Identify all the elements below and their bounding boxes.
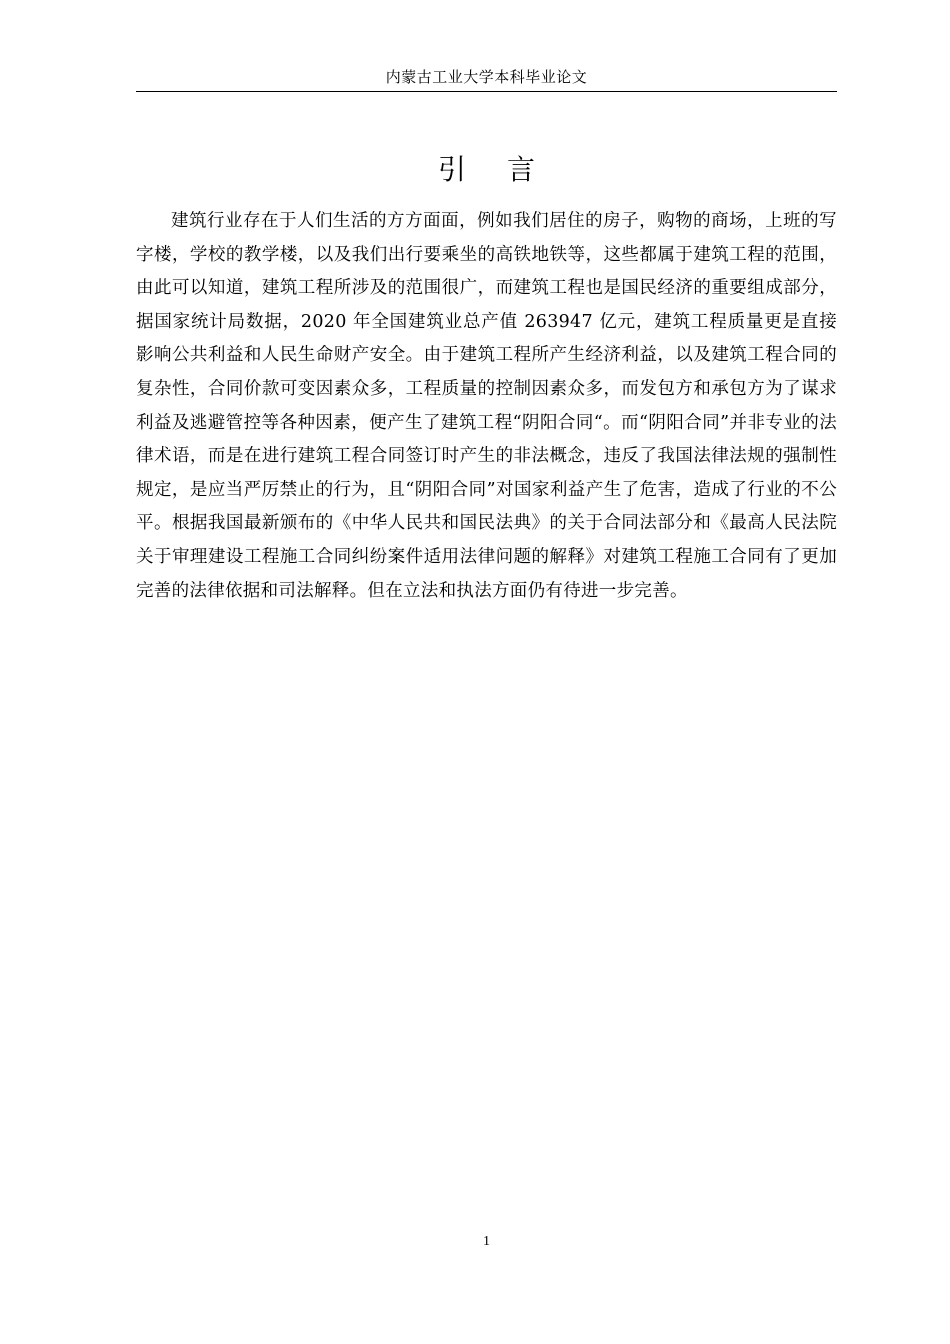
body-paragraph: 建筑行业存在于人们生活的方方面面，例如我们居住的房子，购物的商场，上班的写字楼，学校的教学楼，以及我们出行要乘坐的高铁地铁等，这些都属于建筑工程的范围，由此可以知道，建筑工程所涉及的范围很广，而建筑工程也是国民经济的重要组成部分，据国家统计局数据，2020 年全国建筑业总产值 263947 亿元，建筑工程质量更是直接影响公共利益和人民生命财产安全。由于建筑工程所产生经济利益，以及建筑工程合同的复杂性，合同价款可变因素众多，工程质量的控制因素众多，而发包方和承包方为了谋求利益及逃避管控等各种因素，便产生了建筑工程“阴阳合同“。而“阴阳合同”并非专业的法律术语，而是在进行建筑工程合同签订时产生的非法概念，违反了我国法律法规的强制性规定，是应当严厉禁止的行为，且“阴阳合同”对国家利益产生了危害，造成了行业的不公平。根据我国最新颁布的《中华人民共和国民法典》的关于合同法部分和《最高人民法院关于审理建设工程施工合同纠纷案件适用法律问题的解释》对建筑工程施工合同有了更加完善的法律依据和司法解释。但在立法和执法方面仍有待进一步完善。 [136,211,837,601]
section-title: 引 言 [438,153,551,186]
running-header: 内蒙古工业大学本科毕业论文 [385,68,588,86]
page-number: 1 [483,1234,490,1249]
header-rule [136,91,837,92]
